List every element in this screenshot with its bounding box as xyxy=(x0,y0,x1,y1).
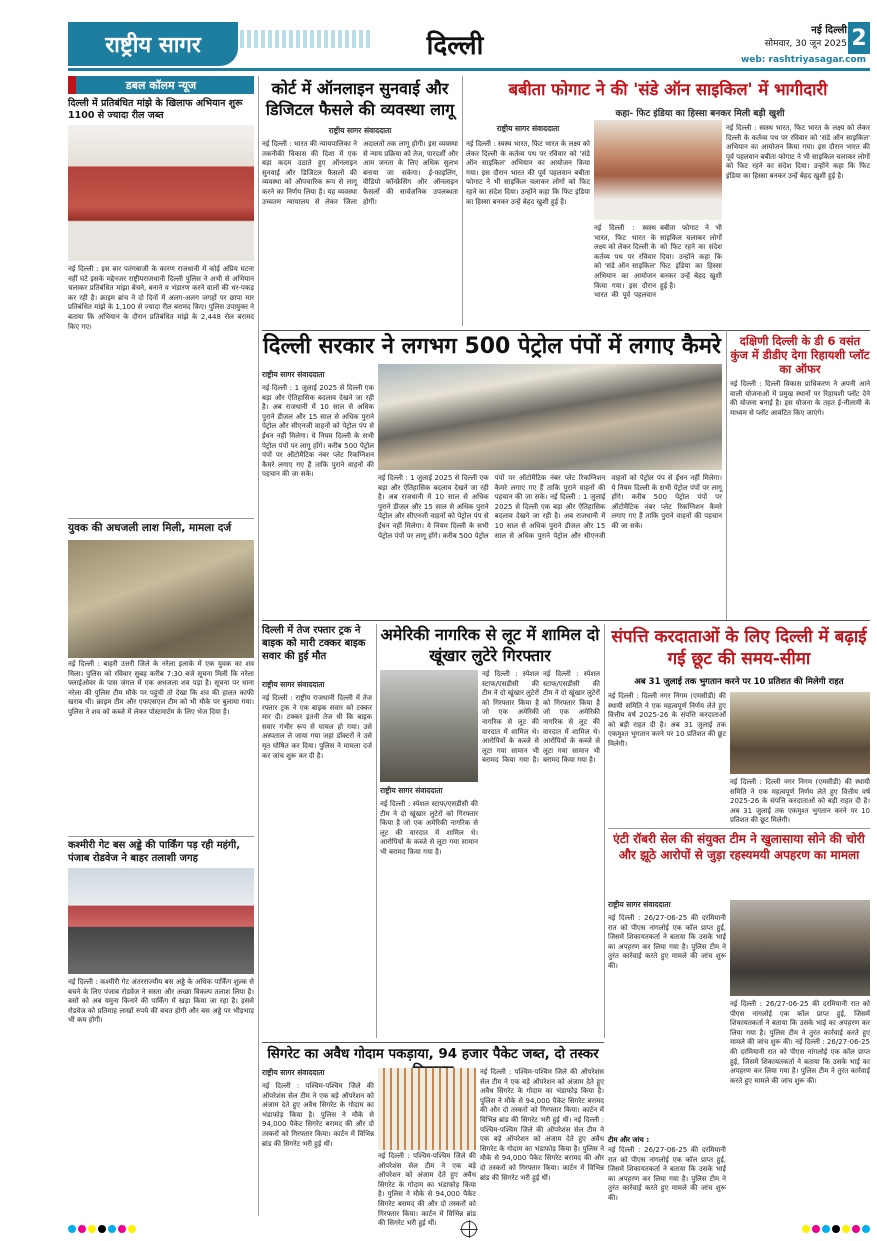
story-headline: अमेरिकी नागरिक से लूट में शामिल दो खूंखार लुटेरे गिरफ्तार xyxy=(380,625,600,665)
mcd-meeting-photo xyxy=(730,692,870,774)
print-registration-strip xyxy=(68,1222,870,1236)
manjha-reel-photo xyxy=(68,125,254,261)
story-headline: युवक की अधजली लाश मिली, मामला दर्ज xyxy=(68,522,232,534)
byline: राष्ट्रीय सागर संवाददाता xyxy=(328,126,392,135)
team-label: टीम और जांच : xyxy=(608,1136,650,1144)
story-body: नई दिल्ली : 1 जुलाई 2025 से दिल्ली एक बड़ा और ऐतिहासिक बदलाव देखने जा रही है। अब राजधानी में 10 साल से अधिक पुराने डीजल और 15 साल से अधिक पुराने पेट्रोल और सीएनजी वाहनों को पेट्रोल पंप से ईंधन नहीं मिलेगा। ये नियम दिल्ली के सभी पेट्रोल पंपों पर लागू होंगे। करीब 500 पेट्रोल पंपों पर ऑटोमैटिक नंबर प्लेट रिकग्निशन कैमरे लगाए गए हैं ताकि पुराने वाहनों की पहचान की जा सके। xyxy=(262,384,374,479)
divider xyxy=(262,620,870,621)
story-headline: एंटी रॉबरी सेल की संयुक्त टीम ने खुलासाया सोने की चोरी और झूठे आरोपों से जुड़ा रहस्यमयी अपहरण का मामला xyxy=(613,832,865,862)
story-body: नई दिल्ली : दिल्ली विकास प्राधिकरण ने अपनी आने वाली योजनाओं में प्रमुख स्थानों पर रिहायशी प्लॉट देने की योजना बनाई है। इस योजना के तहत ई-नीलामी के माध्यम से प्लॉट आवंटित किए जाएंगे। xyxy=(730,380,870,417)
masthead-logo xyxy=(68,22,238,66)
byline: राष्ट्रीय सागर संवाददाता xyxy=(496,124,560,133)
color-registration-marks xyxy=(68,1225,136,1233)
registration-crosshair-icon xyxy=(461,1221,477,1237)
column-divider xyxy=(726,330,727,620)
byline: राष्ट्रीय सागर संवाददाता xyxy=(380,786,443,795)
seized-cigarettes-photo xyxy=(378,1068,476,1150)
story-body: नई दिल्ली : बाहरी उत्तरी जिले के नरेला इलाके में एक युवक का शव मिला। पुलिस को रविवार सुबह करीब 7:30 बजे सूचना मिली कि नरेला फ्लाईओवर के पास जंगल में एक अधजला शव पड़ा है। सूचना पर थाना नरेला की पुलिस टीम मौके पर पहुंची तो देखा कि शव की हालत काफी खराब थी। क्राइम टीम और एफएसएल टीम को भी मौके पर बुलाया गया। पुलिस ने शव को कब्जे में लेकर पोस्टमार्टम के लिए भेज दिया है। xyxy=(68,660,254,716)
page-city-title: दिल्ली xyxy=(426,31,484,61)
website-url[interactable]: web: rashtriyasagar.com xyxy=(740,55,866,65)
story-body: नई दिल्ली : दिल्ली नगर निगम (एमसीडी) की स्थायी समिति ने एक महत्वपूर्ण निर्णय लेते हुए वित्तीय वर्ष 2025-26 के संपत्ति करदाताओं को बड़ी राहत दी है। अब 31 जुलाई तक एकमुश्त भुगतान करने पर 10 प्रतिशत की छूट मिलेगी। xyxy=(608,692,726,748)
color-registration-marks xyxy=(802,1225,870,1233)
byline: राष्ट्रीय सागर संवाददाता xyxy=(262,370,325,379)
crime-scene-photo xyxy=(68,540,254,658)
story-body: नई दिल्ली : 26/27-06-25 की दरमियानी रात को पीएस नांगलोई एक कॉल प्राप्त हुई, जिसमें शिकायतकर्ता ने बताया कि उसके भाई का अपहरण कर लिया गया है। पुलिस टीम ने तुरंत कार्रवाई करते हुए मामले की जांच शुरू की। xyxy=(608,914,726,970)
bus-depot-photo xyxy=(68,868,254,974)
accused-group-photo xyxy=(730,900,870,996)
story-body: नई दिल्ली : स्वस्थ भारत, फिट भारत के लक्ष्य को लेकर दिल्ली के कर्तव्य पथ पर रविवार को 'संडे ऑन साइकिल' अभियान का आयोजन किया गया। इस दौरान भारत की पूर्व पहलवान बबीता फोगाट ने भी साइकिल चलाकर लोगों को फिट रहने का संदेश दिया। उन्होंने कहा कि फिट इंडिया का हिस्सा बनकर उन्हें बेहद खुशी हुई है। xyxy=(466,140,590,206)
story-body: नई दिल्ली : पश्चिम-पश्चिम जिले की ऑपरेशंस सेल टीम ने एक बड़े ऑपरेशन को अंजाम देते हुए अवैध सिगरेट के गोदाम का भंडाफोड़ किया है। पुलिस ने मौके से 94,000 पैकेट सिगरेट बरामद की और दो तस्करों को गिरफ्तार किया। कार्टन में विभिन्न ब्रांड की सिगरेट भरी हुई थीं। xyxy=(262,1082,374,1148)
divider xyxy=(262,1042,604,1043)
babita-portrait-photo xyxy=(594,120,722,220)
story-body-continued: नई दिल्ली : स्पेशल स्टाफ/एसडीसी की टीम ने दो खूंखार लुटेरों को गिरफ्तार किया है जो एक अमेरिकी नागरिक से लूट की वारदात में शामिल थे। आरोपियों के कब्जे से लूटा गया सामान भी बरामद किया गया है। नई दिल्ली : स्पेशल स्टाफ/एसडीसी की टीम ने दो खूंखार लुटेरों को गिरफ्तार किया है जो एक अमेरिकी नागरिक से लूट की वारदात में शामिल थे। आरोपियों के कब्जे से लूटा गया सामान भी बरामद किया गया है। xyxy=(482,670,600,765)
story-subheadline: कहा- फिट इंडिया का हिस्सा बनकर मिली बड़ी खुशी xyxy=(615,109,785,119)
byline: राष्ट्रीय सागर संवाददाता xyxy=(262,680,325,689)
section-marker xyxy=(68,76,76,94)
byline: राष्ट्रीय सागर संवाददाता xyxy=(608,900,671,909)
divider xyxy=(68,518,254,519)
story-headline: कश्मीरी गेट बस अड्डे की पार्किंग पड़ रही महंगी, पंजाब रोडवेज ने बाहर तलाशी जगह xyxy=(68,840,241,864)
story-headline: दिल्ली में प्रतिबंधित मांझे के खिलाफ अभियान शुरू 1100 से ज्यादा रील जब्त xyxy=(68,98,243,121)
divider xyxy=(68,836,254,837)
story-subheadline: अब 31 जुलाई तक भुगतान करने पर 10 प्रतिशत की मिलेगी राहत xyxy=(634,677,844,687)
story-body-continued: नई दिल्ली : स्वस्थ भारत, फिट भारत के लक्ष्य को लेकर दिल्ली के कर्तव्य पथ पर रविवार को 'संडे ऑन साइकिल' अभियान का आयोजन किया गया। इस दौरान भारत की पूर्व पहलवान बबीता फोगाट ने भी साइकिल चलाकर लोगों को फिट रहने का संदेश दिया। उन्होंने कहा कि फिट इंडिया का हिस्सा बनकर उन्हें बेहद खुशी हुई है। xyxy=(726,124,870,180)
story-body-continued: नई दिल्ली : दिल्ली नगर निगम (एमसीडी) की स्थायी समिति ने एक महत्वपूर्ण निर्णय लेते हुए वित्तीय वर्ष 2025-26 के संपत्ति करदाताओं को बड़ी राहत दी है। अब 31 जुलाई तक एकमुश्त भुगतान करने पर 10 प्रतिशत की छूट मिलेगी। xyxy=(730,778,870,825)
story-body: नई दिल्ली : राष्ट्रीय राजधानी दिल्ली में तेज रफ्तार ट्रक ने एक बाइक सवार को टक्कर मार दी। टक्कर इतनी तेज थी कि बाइक सवार गंभीर रूप से घायल हो गया। उसे अस्पताल ले जाया गया जहां डॉक्टरों ने उसे मृत घोषित कर दिया। पुलिस ने मामला दर्ज कर जांच शुरू कर दी है। xyxy=(262,694,372,760)
column-divider xyxy=(376,624,377,1038)
story-headline: दिल्ली सरकार ने लगभग 500 पेट्रोल पंपों में लगाए कैमरे xyxy=(263,334,721,359)
divider xyxy=(608,828,870,829)
column-divider xyxy=(604,624,605,1038)
date: सोमवार, 30 जून 2025 xyxy=(764,39,847,49)
masthead-dateline xyxy=(722,24,847,51)
story-headline: कोर्ट में ऑनलाइन सुनवाई और डिजिटल फैसले की व्यवस्था लागू xyxy=(265,79,455,119)
accused-photo xyxy=(380,670,478,782)
story-headline: संपत्ति करदाताओं के लिए दिल्ली में बढ़ाई गई छूट की समय-सीमा xyxy=(611,627,867,669)
masthead-rule xyxy=(68,68,870,71)
story-body: नई दिल्ली : इस बार पतंगबाजी के कारण राजधानी में कोई अप्रिय घटना नहीं घटे इसके मद्देनजर राष्ट्रीयराजधानी दिल्ली पुलिस ने अभी से अभियान चलाकर प्रतिबंधित मांझा बेचने, बनाने व भंडारण करने वालों की धर-पकड़ कर रही है। क्राइम ब्रांच ने दो दिनों में अलग-अलग जगहों पर छापा मार प्रतिबंधित मांझे के 1,100 से ज्यादा रील बरामद किए। पुलिस उपायुक्त ने बताया कि अभियान के दौरान प्रतिबंधित मांझे के 2,448 रोल बरामद किए गए। xyxy=(68,265,254,331)
divider xyxy=(262,330,870,331)
paper-name: राष्ट्रीय सागर xyxy=(105,32,201,58)
byline: राष्ट्रीय सागर संवाददाता xyxy=(262,1068,325,1077)
story-body-continued: नई दिल्ली : 1 जुलाई 2025 से दिल्ली एक बड़ा और ऐतिहासिक बदलाव देखने जा रही है। अब राजधानी में 10 साल से अधिक पुराने डीजल और 15 साल से अधिक पुराने पेट्रोल और सीएनजी वाहनों को पेट्रोल पंप से ईंधन नहीं मिलेगा। ये नियम दिल्ली के सभी पेट्रोल पंपों पर लागू होंगे। करीब 500 पेट्रोल पंपों पर ऑटोमैटिक नंबर प्लेट रिकग्निशन कैमरे लगाए गए हैं ताकि पुराने वाहनों की पहचान की जा सके। नई दिल्ली : 1 जुलाई 2025 से दिल्ली एक बड़ा और ऐतिहासिक बदलाव देखने जा रही है। अब राजधानी में 10 साल से अधिक पुराने डीजल और 15 साल से अधिक पुराने पेट्रोल और सीएनजी वाहनों को पेट्रोल पंप से ईंधन नहीं मिलेगा। ये नियम दिल्ली के सभी पेट्रोल पंपों पर लागू होंगे। करीब 500 पेट्रोल पंपों पर ऑटोमैटिक नंबर प्लेट रिकग्निशन कैमरे लगाए गए हैं ताकि पुराने वाहनों की पहचान की जा सके। xyxy=(378,474,722,540)
story-body-continued: नई दिल्ली : 26/27-06-25 की दरमियानी रात को पीएस नांगलोई एक कॉल प्राप्त हुई, जिसमें शिकायतकर्ता ने बताया कि उसके भाई का अपहरण कर लिया गया है। पुलिस टीम ने तुरंत कार्रवाई करते हुए मामले की जांच शुरू की। xyxy=(608,1146,726,1202)
masthead-decoration xyxy=(240,30,370,48)
story-body-continued: नई दिल्ली : स्वस्थ भारत, फिट भारत के लक्ष्य को लेकर दिल्ली के कर्तव्य पथ पर रविवार को 'संडे ऑन साइकिल' अभियान का आयोजन किया गया। इस दौरान भारत की पूर्व पहलवान बबीता फोगाट ने भी साइकिल चलाकर लोगों को फिट रहने का संदेश दिया। उन्होंने कहा कि फिट इंडिया का हिस्सा बनकर उन्हें बेहद खुशी हुई है। xyxy=(594,224,722,300)
story-headline: बबीता फोगाट ने की 'संडे ऑन साइकिल' में भागीदारी xyxy=(508,80,828,99)
story-body-continued: नई दिल्ली : पश्चिम-पश्चिम जिले की ऑपरेशंस सेल टीम ने एक बड़े ऑपरेशन को अंजाम देते हुए अवैध सिगरेट के गोदाम का भंडाफोड़ किया है। पुलिस ने मौके से 94,000 पैकेट सिगरेट बरामद की और दो तस्करों को गिरफ्तार किया। कार्टन में विभिन्न ब्रांड की सिगरेट भरी हुई थीं। नई दिल्ली : पश्चिम-पश्चिम जिले की ऑपरेशंस सेल टीम ने एक बड़े ऑपरेशन को अंजाम देते हुए अवैध सिगरेट के गोदाम का भंडाफोड़ किया है। पुलिस ने मौके से 94,000 पैकेट सिगरेट बरामद की और दो तस्करों को गिरफ्तार किया। कार्टन में विभिन्न ब्रांड की सिगरेट भरी हुई थीं। xyxy=(480,1068,604,1182)
story-body: नई दिल्ली : भारत की न्यायपालिका ने तकनीकी विकास की दिशा में एक बड़ा कदम उठाते हुए ऑनलाइन सुनवाई और डिजिटल फैसलों की व्यवस्था को औपचारिक रूप से लागू करने का निर्णय लिया है। यह व्यवस्था उच्चतम न्यायालय से लेकर जिला अदालतों तक लागू होगी। इस व्यवस्था से न्याय प्रक्रिया को तेज, पारदर्शी और आम जनता के लिए अधिक सुलभ बनाया जा सकेगा। ई-फाइलिंग, वीडियो कॉन्फ्रेंसिंग और ऑनलाइन फैसलों की सार्वजनिक उपलब्धता होगी। xyxy=(262,140,458,206)
story-headline: दिल्ली में तेज रफ्तार ट्रक ने बाइक को मारी टक्कर बाइक सवार की हुई मौत xyxy=(262,625,366,662)
petrol-pump-photo xyxy=(378,364,722,470)
story-body: नई दिल्ली : स्पेशल स्टाफ/एसडीसी की टीम ने दो खूंखार लुटेरों को गिरफ्तार किया है जो एक अमेरिकी नागरिक से लूट की वारदात में शामिल थे। आरोपियों के कब्जे से लूटा गया सामान भी बरामद किया गया है। xyxy=(380,800,478,856)
section-title: डबल कॉलम न्यूज xyxy=(68,76,254,94)
story-body-continued: नई दिल्ली : 26/27-06-25 की दरमियानी रात को पीएस नांगलोई एक कॉल प्राप्त हुई, जिसमें शिकायतकर्ता ने बताया कि उसके भाई का अपहरण कर लिया गया है। पुलिस टीम ने तुरंत कार्रवाई करते हुए मामले की जांच शुरू की। नई दिल्ली : 26/27-06-25 की दरमियानी रात को पीएस नांगलोई एक कॉल प्राप्त हुई, जिसमें शिकायतकर्ता ने बताया कि उसके भाई का अपहरण कर लिया गया है। पुलिस टीम ने तुरंत कार्रवाई करते हुए मामले की जांच शुरू की। xyxy=(730,1000,870,1085)
page-number: 2 xyxy=(848,22,870,54)
column-divider xyxy=(258,76,259,1216)
column-divider xyxy=(462,76,463,326)
story-body: नई दिल्ली : कश्मीरी गेट अंतरराज्यीय बस अड्डे के अधिक पार्किंग शुल्क से बचने के लिए पंजाब रोडवेज ने सस्ता और अच्छा विकल्प तलाश लिया है। बसों को अब यमुना किनारे की पार्किंग में खड़ा किया जा रहा है। इससे रोडवेज को प्रतिमाह लाखों रुपये की बचत होगी और बस अड्डे पर भीड़भाड़ भी कम होगी। xyxy=(68,978,254,1025)
story-headline: दक्षिणी दिल्ली के डी 6 वसंत कुंज में डीडीए देगा रिहायशी प्लॉट का ऑफर xyxy=(730,334,870,376)
edition: नई दिल्ली xyxy=(811,25,847,36)
story-body-continued: नई दिल्ली : पश्चिम-पश्चिम जिले की ऑपरेशंस सेल टीम ने एक बड़े ऑपरेशन को अंजाम देते हुए अवैध सिगरेट के गोदाम का भंडाफोड़ किया है। पुलिस ने मौके से 94,000 पैकेट सिगरेट बरामद की और दो तस्करों को गिरफ्तार किया। कार्टन में विभिन्न ब्रांड की सिगरेट भरी हुई थीं। xyxy=(378,1152,476,1228)
story-headline: सिगरेट का अवैध गोदाम पकड़ाया, 94 हजार पैकेट जब्त, दो तस्कर xyxy=(267,1046,599,1062)
